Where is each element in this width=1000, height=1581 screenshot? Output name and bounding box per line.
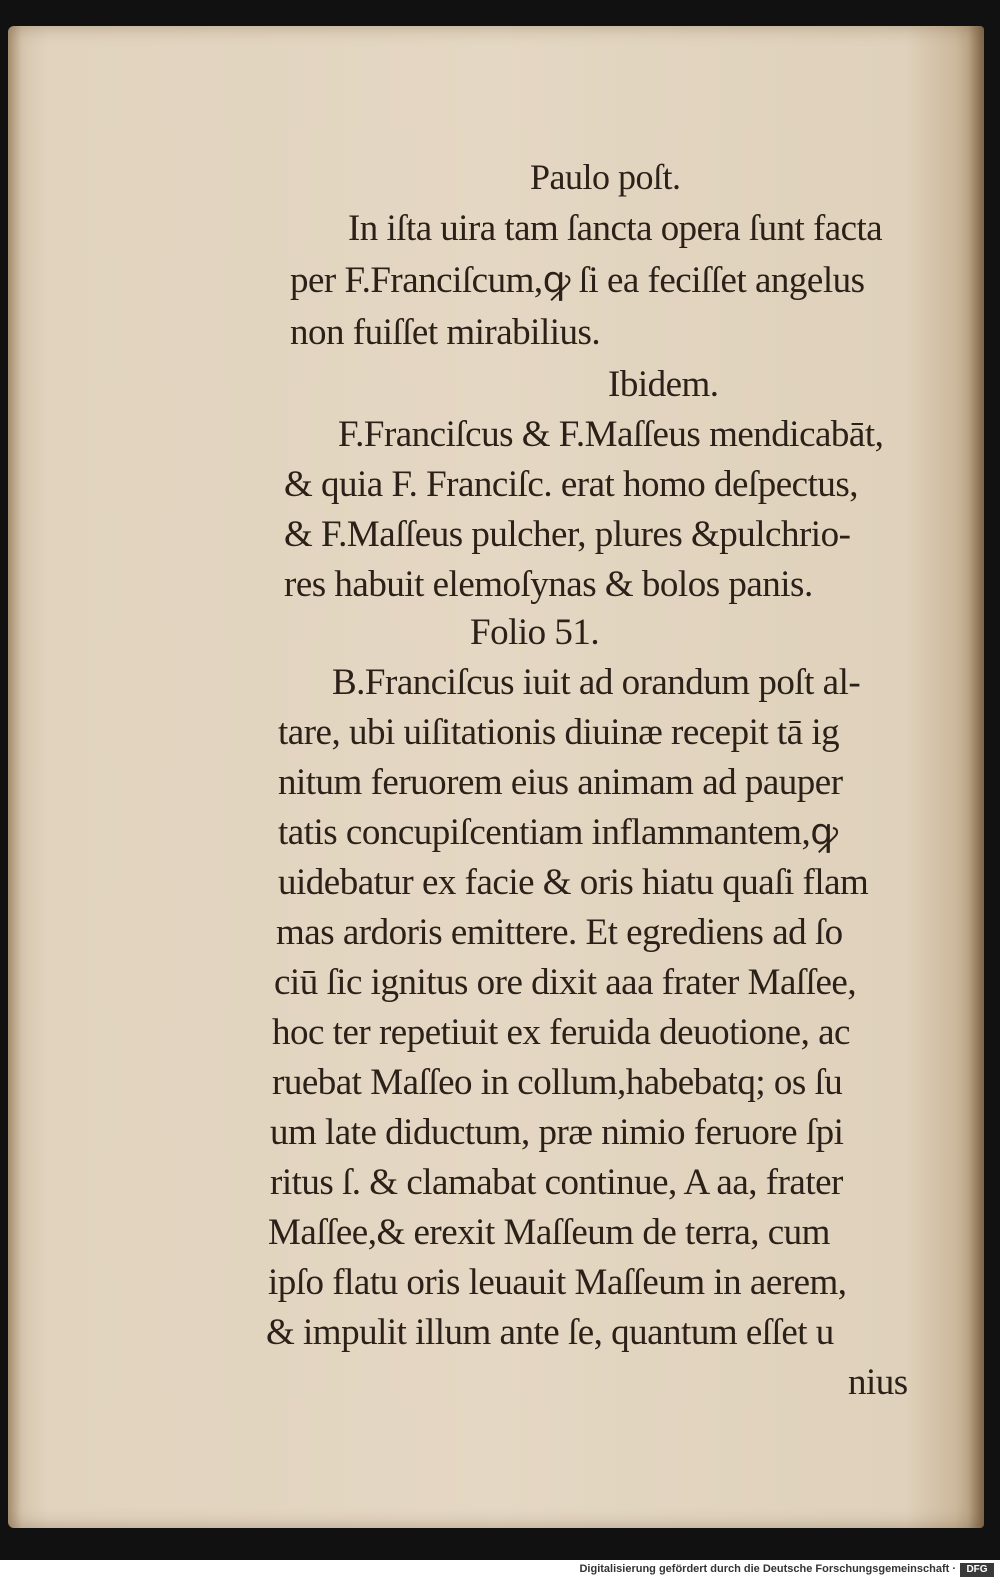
footer-credit: Digitalisierung gefördert durch die Deutsche Forschungsgemeinschaft · <box>579 1563 956 1575</box>
text-line: uidebatur ex facie & oris hiatu quaſi flam <box>278 862 869 903</box>
text-line: B.Franciſcus iuit ad orandum poſt al- <box>332 662 861 703</box>
heading-paulo-post: Paulo poſt. <box>530 157 681 197</box>
text-line: mas ardoris emittere. Et egrediens ad ſo <box>276 912 843 953</box>
text-line: & F.Maſſeus pulcher, plures &pulchrio- <box>284 514 851 555</box>
text-line: non fuiſſet mirabilius. <box>290 312 601 353</box>
footer-bar <box>0 1560 1000 1581</box>
text-line: um late diductum, præ nimio feruore ſpi <box>270 1112 844 1153</box>
heading-folio: Folio 51. <box>470 612 600 653</box>
text-line: ritus ſ. & clamabat continue, A aa, frater <box>270 1162 843 1203</box>
catchword: nius <box>848 1362 908 1403</box>
text-line: tatis concupiſcentiam inflammantem,ꝙ <box>278 812 838 853</box>
text-line: ciū ſic ignitus ore dixit aaa frater Maſſee, <box>274 962 857 1003</box>
text-line: In iſta uira tam ſancta opera ſunt facta <box>348 208 883 249</box>
text-line: hoc ter repetiuit ex feruida deuotione, ac <box>272 1012 850 1053</box>
text-line: res habuit elemoſynas & bolos panis. <box>284 564 813 605</box>
text-line: & impulit illum ante ſe, quantum eſſet u <box>266 1312 834 1353</box>
text-line: & quia F. Franciſc. erat homo deſpectus, <box>284 464 859 505</box>
text-line: tare, ubi uiſitationis diuinæ recepit tā ig <box>278 712 840 753</box>
text-line: Maſſee,& erexit Maſſeum de terra, cum <box>268 1212 830 1253</box>
text-line: F.Franciſcus & F.Maſſeus mendicabāt, <box>338 414 884 455</box>
book-page <box>8 26 984 1528</box>
text-line: per F.Franciſcum,ꝙ ſi ea feciſſet angelus <box>290 260 865 301</box>
text-line: nitum feruorem eius animam ad pauper <box>278 762 843 803</box>
dfg-logo: DFG <box>960 1563 994 1577</box>
page-text <box>8 26 984 1528</box>
text-line: ruebat Maſſeo in collum,habebatq; os ſu <box>272 1062 843 1103</box>
heading-ibidem: Ibidem. <box>608 364 719 405</box>
text-line: ipſo flatu oris leuauit Maſſeum in aerem, <box>268 1262 847 1303</box>
